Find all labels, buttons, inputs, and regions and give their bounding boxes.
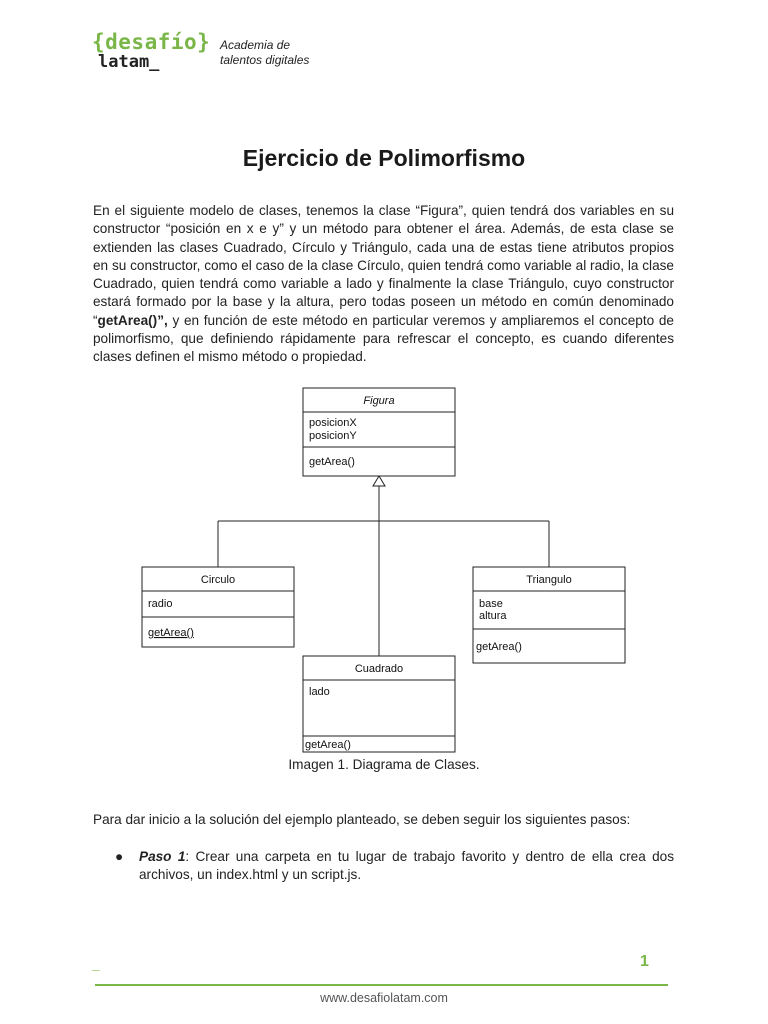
figura-method: getArea() — [309, 456, 355, 468]
figure-caption: Imagen 1. Diagrama de Clases. — [288, 757, 480, 772]
inheritance-arrowhead — [373, 476, 385, 486]
class-figura — [303, 388, 455, 476]
step-1-text — [139, 848, 674, 885]
page-title: Ejercicio de Polimorfismo — [242, 145, 526, 171]
tagline-line1: Academia de — [220, 38, 291, 52]
intro-paragraph — [93, 202, 674, 367]
triangulo-name: Triangulo — [526, 574, 572, 586]
triangulo-attr2: altura — [479, 610, 507, 622]
bullet-icon: ● — [115, 849, 124, 864]
footer-divider — [95, 984, 668, 986]
figura-attr1: posicionX — [309, 417, 357, 429]
figura-name: Figura — [363, 395, 395, 407]
page-number: 1 — [640, 953, 649, 970]
logo-desafio-text: {desafío} — [92, 30, 211, 54]
cuadrado-attr1: lado — [309, 686, 330, 698]
cuadrado-method: getArea() — [305, 739, 351, 751]
triangulo-method: getArea() — [476, 641, 522, 653]
footer-url: www.desafiolatam.com — [320, 991, 448, 1005]
class-triangulo — [473, 567, 625, 663]
steps-intro-paragraph: Para dar inicio a la solución del ejemplo planteado, se deben seguir los siguientes pasos: — [93, 812, 631, 827]
circulo-name: Circulo — [200, 574, 236, 586]
logo-tagline — [220, 38, 309, 68]
circulo-attr1: radio — [148, 598, 173, 610]
figura-attr2: posicionY — [309, 430, 357, 442]
footer-dash: _ — [92, 956, 100, 972]
class-circulo — [142, 567, 294, 647]
logo-latam-text: latam_ — [98, 52, 160, 72]
cuadrado-name: Cuadrado — [354, 663, 404, 675]
intro-text-part1: En el siguiente modelo de clases, tenemos la clase “Figura”, quien tendrá dos variables en su constructor “posición en x e y” y un método para obtener el área. Además, de esta clase se extienden las clases Cuadrado, Círculo y Triángulo, cada una de estas tiene atributos propios en su constructor, como el caso de la clase Círculo, quien tendrá como variable al radio, la clase Cuadrado, quien tendrá como variable a lado y finalmente la clase Triángulo, cuyo constructor estará formado por la base y la altura, pero todas poseen un método en común denominado “ — [93, 203, 674, 328]
tagline-line2: talentos digitales — [220, 53, 310, 67]
class-cuadrado — [303, 656, 455, 752]
class-diagram — [0, 380, 768, 755]
triangulo-attr1: base — [479, 598, 503, 610]
circulo-method: getArea() — [148, 627, 194, 639]
step-1-description: : Crear una carpeta en tu lugar de trabajo favorito y dentro de ella crea dos archivos, un index.html y un script.js. — [139, 849, 675, 883]
intro-method-bold: getArea()”, — [97, 312, 168, 328]
step-1-label: Paso 1 — [139, 849, 186, 864]
intro-text-part2: y en función de este método en particular veremos y ampliaremos el concepto de polimorfismo, que definiendo rápidamente para refrescar el concepto, es cuando diferentes clases definen el mismo método o propiedad. — [93, 312, 674, 365]
